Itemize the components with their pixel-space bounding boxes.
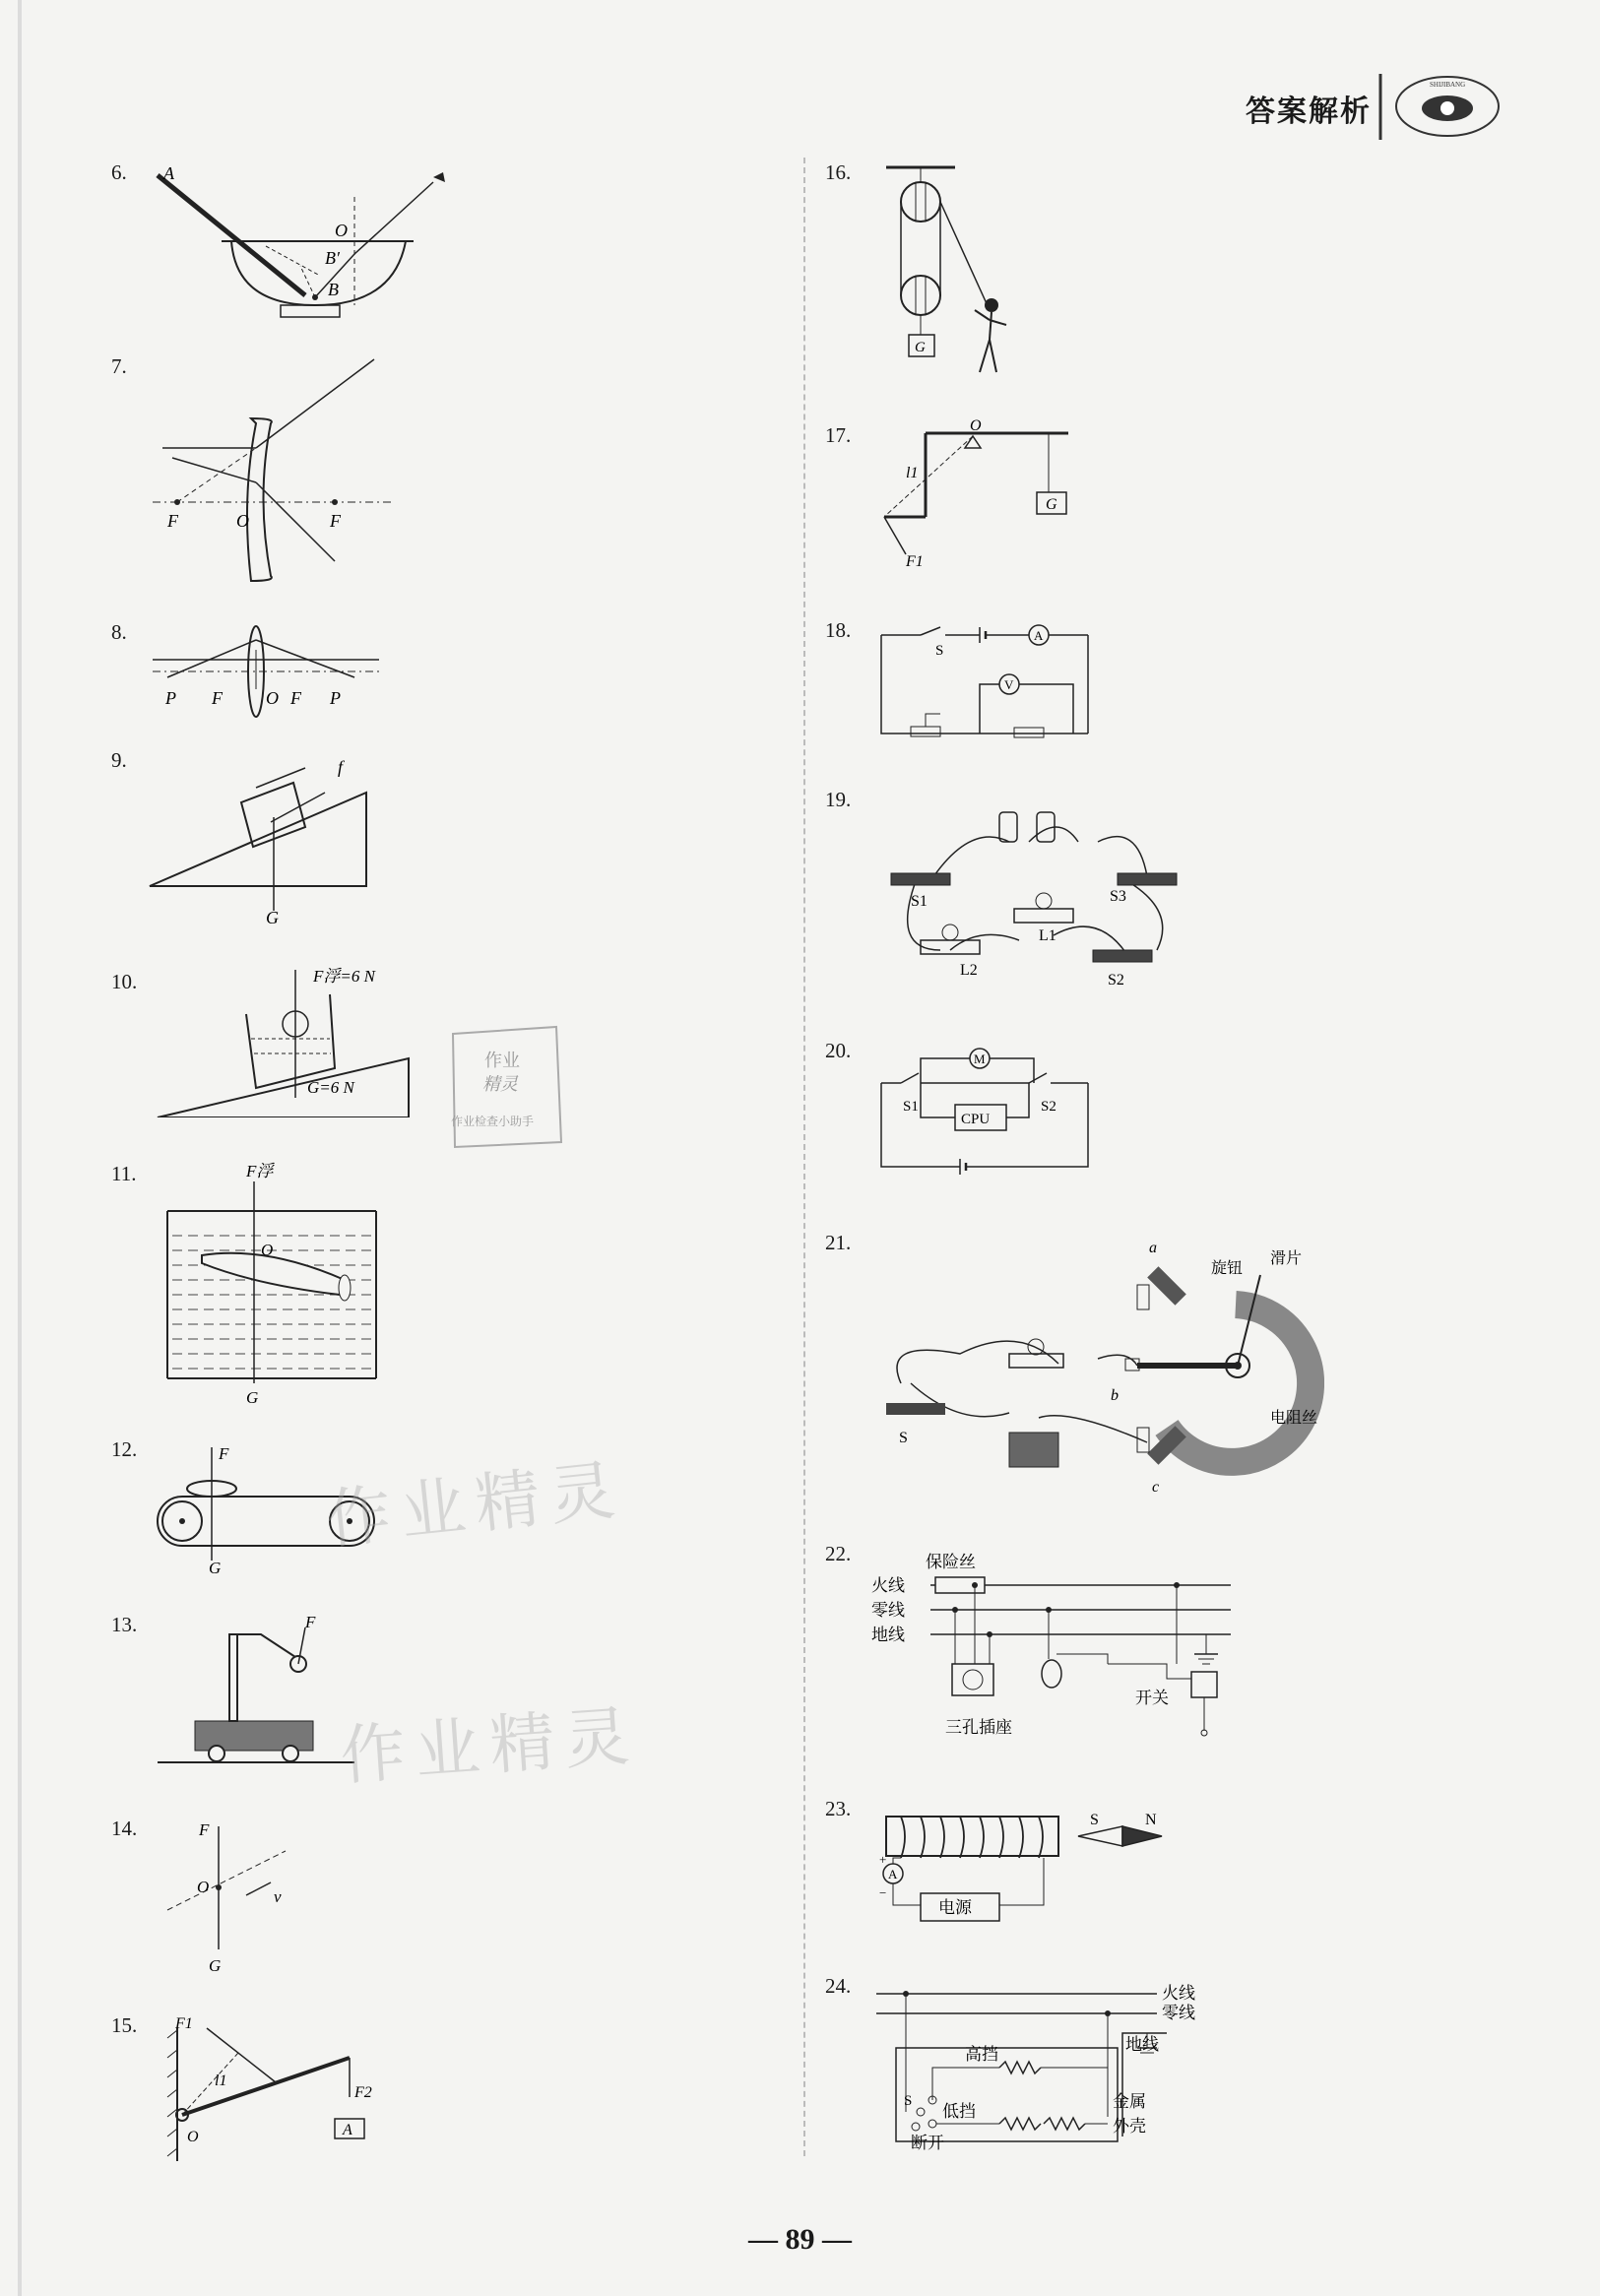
figure-label: G [209, 1956, 222, 1975]
problem-number: 20. [825, 1039, 852, 1062]
figure-label: 滑片 [1270, 1248, 1303, 1267]
figure-label: 零线 [871, 1601, 905, 1621]
figure-label: − [879, 1885, 887, 1900]
figure-label: F [290, 688, 301, 708]
figure-label: F浮 [246, 1162, 274, 1180]
figure-label: 作业 [484, 1051, 520, 1071]
figure-label: F [212, 688, 223, 708]
problem-number: 18. [825, 618, 852, 642]
figure-6-refraction-bowl [148, 148, 473, 325]
problem-number: 8. [111, 620, 127, 644]
figure-23-electromagnet [871, 1807, 1186, 1935]
figure-19-physical-circuit [881, 802, 1196, 999]
figure-label: F [330, 511, 341, 531]
figure-20-cpu-circuit [871, 1039, 1108, 1177]
figure-label: S [904, 2093, 913, 2109]
figure-label: F [305, 1613, 316, 1631]
figure-9-incline-friction [148, 748, 384, 935]
problem-number: 23. [825, 1797, 852, 1820]
figure-label: S [899, 1430, 908, 1446]
figure-label: F1 [175, 2015, 193, 2032]
figure-label: L1 [1039, 927, 1056, 944]
problem-number: 13. [111, 1613, 138, 1636]
figure-label: 地线 [1125, 2035, 1159, 2055]
figure-label: O [187, 2129, 199, 2145]
figure-label: CPU [961, 1112, 991, 1127]
figure-label: F2 [354, 2084, 372, 2101]
figure-label: + [879, 1852, 887, 1867]
figure-label: A [343, 2122, 352, 2138]
figure-label: 高挡 [965, 2045, 998, 2065]
figure-label: O [266, 688, 279, 708]
figure-label: S1 [903, 1099, 919, 1115]
figure-label: G [266, 908, 279, 927]
figure-label: P [330, 688, 341, 708]
figure-label: 精灵 [482, 1074, 518, 1095]
figure-label: 作业检查小助手 [451, 1115, 535, 1128]
figure-label: S2 [1041, 1099, 1056, 1115]
figure-label: S1 [911, 893, 928, 910]
figure-label: B′ [325, 248, 340, 268]
figure-label: O [197, 1878, 210, 1896]
page-edge [18, 0, 22, 2296]
figure-label: l1 [906, 465, 919, 481]
page-number: — 89 — [748, 2223, 852, 2256]
figure-label: 电阻丝 [1270, 1408, 1318, 1427]
problem-number: 7. [111, 354, 127, 378]
figure-24-heater-circuit [871, 1979, 1226, 2156]
watermark-text: 作业精灵 [338, 1697, 642, 1795]
problem-number: 19. [825, 788, 852, 811]
problem-number: 16. [825, 160, 852, 184]
figure-label: S2 [1108, 972, 1124, 989]
watermark-stamp [443, 1019, 571, 1157]
problem-number: 9. [111, 748, 127, 772]
header-logo [1378, 69, 1516, 148]
figure-label: 地线 [871, 1626, 905, 1645]
figure-15-lever-wall [158, 2009, 394, 2166]
figure-22-household-wiring [871, 1546, 1246, 1762]
figure-label: A [888, 1867, 898, 1881]
figure-label: V [1004, 677, 1014, 692]
figure-7-concave-lens [148, 350, 404, 586]
figure-label: 火线 [1162, 1984, 1195, 2004]
figure-label: G [246, 1388, 259, 1407]
figure-17-bent-lever [866, 418, 1103, 576]
figure-label: v [274, 1887, 282, 1906]
figure-label: 金属 [1113, 2092, 1146, 2112]
figure-label: 旋钮 [1211, 1258, 1244, 1277]
figure-16-pulley-system [876, 158, 1054, 384]
figure-label: F1 [906, 553, 924, 570]
figure-label: F浮=6 N [313, 967, 375, 986]
figure-11-submarine [148, 1157, 423, 1413]
figure-label: M [974, 1052, 986, 1066]
figure-label: l1 [215, 2073, 227, 2089]
figure-label: f [338, 757, 344, 777]
problem-number: 12. [111, 1437, 138, 1461]
figure-label: P [165, 688, 176, 708]
problem-number: 22. [825, 1542, 852, 1565]
problem-number: 15. [111, 2013, 138, 2037]
figure-14-forces-velocity [148, 1812, 345, 1979]
figure-label: F [167, 511, 178, 531]
problem-number: 24. [825, 1974, 852, 1998]
figure-label: G [1046, 496, 1057, 513]
figure-label: G [915, 340, 926, 355]
figure-label: O [970, 418, 982, 434]
figure-label: F [219, 1444, 229, 1463]
figure-label: L2 [960, 962, 978, 979]
figure-21-rheostat-circuit [871, 1231, 1324, 1497]
figure-label: S [1090, 1812, 1099, 1828]
figure-label: 保险丝 [926, 1553, 976, 1572]
figure-label: b [1111, 1387, 1119, 1404]
figure-label: 低挡 [942, 2102, 976, 2122]
figure-label: 三孔插座 [945, 1718, 1012, 1738]
figure-label: 零线 [1162, 2004, 1195, 2023]
problem-number: 6. [111, 160, 127, 184]
problem-number: 17. [825, 423, 852, 447]
column-divider [803, 158, 805, 2156]
figure-label: O [335, 221, 348, 240]
figure-label: S3 [1110, 888, 1126, 905]
figure-8-convex-lens [148, 620, 384, 719]
figure-label: S [935, 643, 944, 659]
figure-label: a [1149, 1240, 1157, 1256]
figure-label: N [1145, 1812, 1157, 1828]
problem-number: 14. [111, 1817, 138, 1840]
logo-text: SHIJIBANG [1430, 81, 1466, 89]
problem-number: 11. [111, 1162, 137, 1185]
figure-label: G [209, 1559, 222, 1575]
figure-label: 火线 [871, 1576, 905, 1596]
figure-label: 外壳 [1113, 2117, 1146, 2137]
figure-label: A [1034, 628, 1044, 643]
problem-number: 10. [111, 970, 138, 993]
figure-label: O [261, 1241, 274, 1259]
figure-label: G=6 N [307, 1078, 354, 1097]
figure-label: 开关 [1135, 1689, 1169, 1708]
figure-label: O [236, 511, 249, 531]
page-header-title: 答案解析 [1246, 95, 1372, 129]
figure-label: F [199, 1820, 210, 1839]
figure-label: 断开 [911, 2134, 944, 2153]
figure-18-circuit [871, 615, 1108, 743]
figure-label: c [1152, 1479, 1160, 1496]
figure-label: B [328, 280, 339, 299]
figure-label: A [163, 163, 174, 183]
figure-label: 电源 [938, 1898, 972, 1918]
watermark-text: 作业精灵 [322, 1451, 628, 1559]
figure-10-buoyancy-incline [148, 960, 443, 1117]
problem-number: 21. [825, 1231, 852, 1254]
